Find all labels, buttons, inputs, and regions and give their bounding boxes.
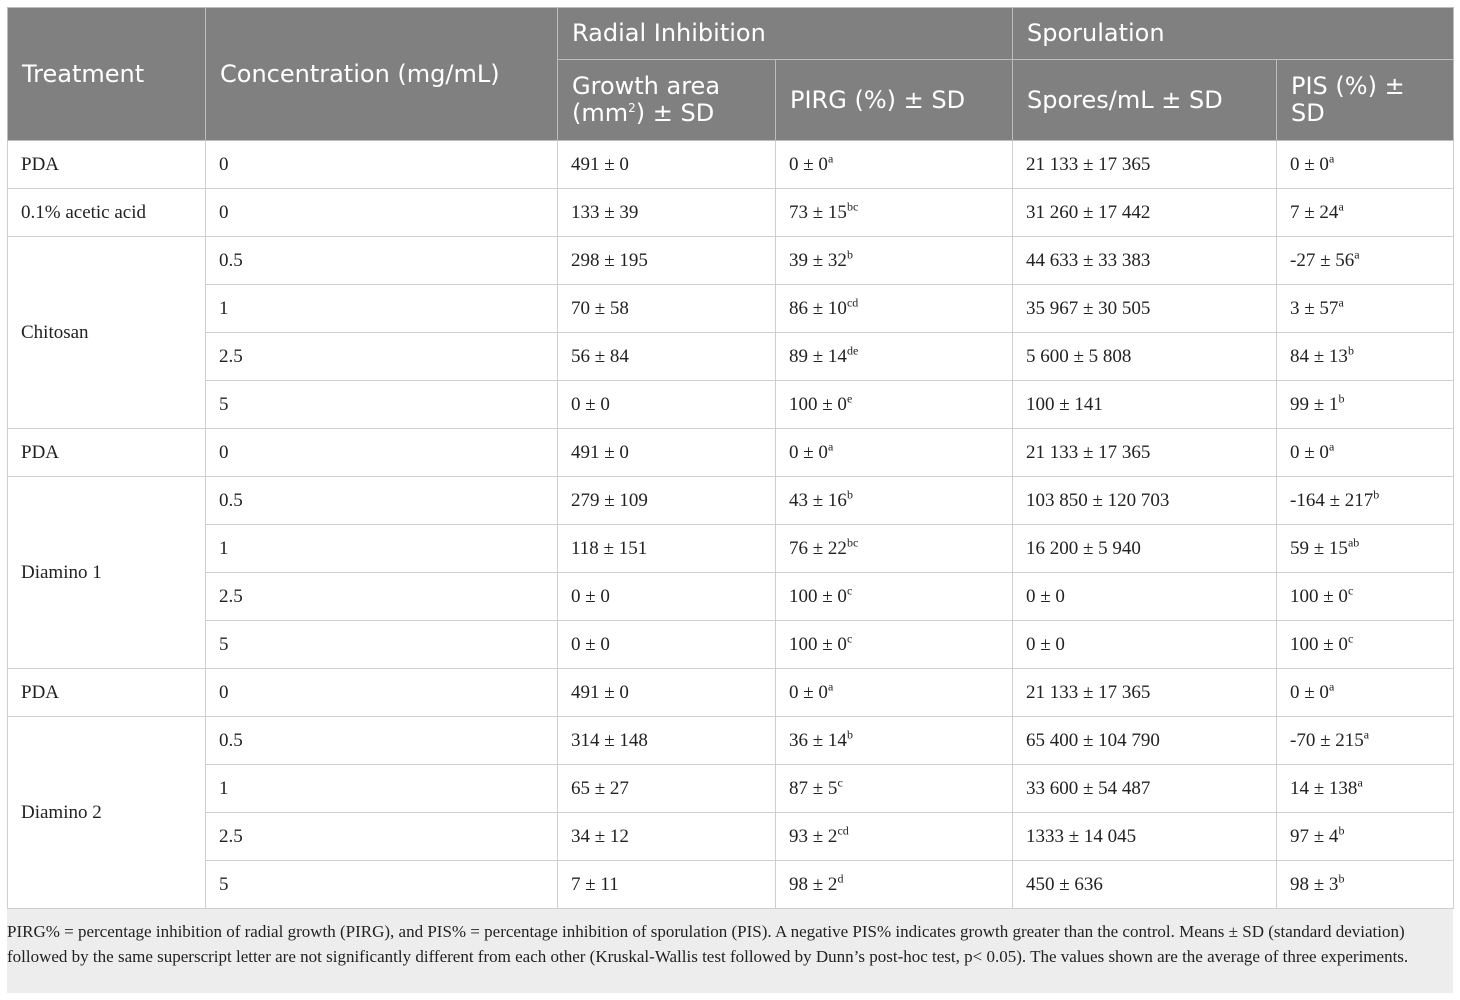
- cell-spores: [1013, 189, 1277, 237]
- cell-concentration-value: 0.5: [219, 729, 243, 751]
- cell-growth-area: [558, 573, 776, 621]
- cell-concentration: [206, 717, 558, 765]
- cell-growth-area: [558, 765, 776, 813]
- table-row: [8, 573, 1454, 621]
- cell-concentration: [206, 477, 558, 525]
- cell-spores-value: 1333 ± 14 045: [1026, 825, 1137, 847]
- cell-growth-area-value: 65 ± 27: [571, 777, 629, 799]
- cell-pirg-value: 86 ± 10: [789, 297, 847, 319]
- cell-growth-area: [558, 669, 776, 717]
- table-row: [8, 525, 1454, 573]
- cell-growth-area: [558, 717, 776, 765]
- cell-pis-value: 14 ± 138: [1290, 777, 1358, 799]
- cell-pis-value: -27 ± 56: [1290, 249, 1355, 271]
- cell-pis-superscript: b: [1347, 343, 1354, 358]
- table-row: [8, 669, 1454, 717]
- cell-growth-area: [558, 429, 776, 477]
- cell-treatment-value: PDA: [21, 441, 60, 463]
- cell-spores-value: 31 260 ± 17 442: [1026, 201, 1151, 223]
- header-treatment: Treatment: [8, 8, 206, 141]
- cell-treatment: [8, 717, 206, 909]
- cell-pis-superscript: a: [1354, 247, 1360, 262]
- cell-pis: [1277, 333, 1454, 381]
- cell-concentration-value: 0: [219, 201, 229, 223]
- cell-pirg: [776, 525, 1013, 573]
- cell-concentration-value: 1: [219, 537, 229, 559]
- cell-treatment-value: Chitosan: [21, 321, 89, 343]
- cell-spores-value: 103 850 ± 120 703: [1026, 489, 1170, 511]
- cell-pis: [1277, 861, 1454, 909]
- cell-pirg-superscript: c: [837, 775, 843, 790]
- cell-pirg-value: 0 ± 0: [789, 441, 828, 463]
- header-concentration: Concentration (mg/mL): [206, 8, 558, 141]
- cell-pirg-value: 100 ± 0: [789, 393, 847, 415]
- cell-concentration-value: 0: [219, 441, 229, 463]
- cell-growth-area-value: 34 ± 12: [571, 825, 629, 847]
- cell-pirg-superscript: bc: [846, 199, 859, 214]
- cell-pirg-superscript: b: [846, 487, 853, 502]
- cell-concentration-value: 2.5: [219, 585, 243, 607]
- cell-treatment-value: PDA: [21, 153, 60, 175]
- cell-pis-superscript: b: [1338, 871, 1345, 886]
- cell-spores: [1013, 477, 1277, 525]
- cell-growth-area: [558, 237, 776, 285]
- cell-concentration-value: 0: [219, 153, 229, 175]
- cell-pirg: [776, 477, 1013, 525]
- cell-pis: [1277, 381, 1454, 429]
- cell-pis-superscript: a: [1328, 679, 1335, 694]
- header-growth-area-sup: 2: [628, 101, 636, 115]
- cell-growth-area-value: 298 ± 195: [571, 249, 648, 271]
- cell-growth-area: [558, 141, 776, 189]
- results-table: [7, 7, 1454, 909]
- cell-pirg-superscript: b: [846, 727, 853, 742]
- cell-pirg-value: 73 ± 15: [789, 201, 847, 223]
- cell-spores: [1013, 813, 1277, 861]
- cell-pirg: [776, 189, 1013, 237]
- cell-pis: [1277, 573, 1454, 621]
- cell-pis-value: -164 ± 217: [1290, 489, 1374, 511]
- cell-concentration: [206, 381, 558, 429]
- cell-concentration: [206, 333, 558, 381]
- table-row: [8, 333, 1454, 381]
- cell-concentration: [206, 237, 558, 285]
- cell-growth-area: [558, 861, 776, 909]
- cell-spores: [1013, 717, 1277, 765]
- cell-growth-area-value: 0 ± 0: [571, 393, 610, 415]
- cell-pirg-value: 76 ± 22: [789, 537, 847, 559]
- cell-treatment-value: Diamino 2: [21, 801, 102, 823]
- cell-treatment: [8, 189, 206, 237]
- header-pirg: PIRG (%) ± SD: [776, 60, 1013, 141]
- cell-treatment: [8, 477, 206, 669]
- cell-pis-value: 59 ± 15: [1290, 537, 1348, 559]
- cell-pirg: [776, 813, 1013, 861]
- cell-pis-value: 0 ± 0: [1290, 153, 1329, 175]
- table-header: [8, 8, 1454, 141]
- cell-pis: [1277, 477, 1454, 525]
- cell-pis: [1277, 429, 1454, 477]
- cell-pirg-value: 39 ± 32: [789, 249, 847, 271]
- cell-pis-value: 3 ± 57: [1290, 297, 1339, 319]
- cell-concentration: [206, 573, 558, 621]
- cell-spores-value: 21 133 ± 17 365: [1026, 441, 1151, 463]
- cell-pis-superscript: a: [1357, 775, 1363, 790]
- cell-growth-area-value: 279 ± 109: [571, 489, 648, 511]
- cell-growth-area-value: 491 ± 0: [571, 153, 629, 175]
- cell-spores-value: 100 ± 141: [1026, 393, 1103, 415]
- table-row: [8, 813, 1454, 861]
- table-row: [8, 141, 1454, 189]
- cell-growth-area: [558, 285, 776, 333]
- cell-pirg-superscript: a: [827, 439, 834, 454]
- cell-spores-value: 65 400 ± 104 790: [1026, 729, 1160, 751]
- cell-concentration: [206, 189, 558, 237]
- cell-pirg: [776, 237, 1013, 285]
- cell-pis-superscript: a: [1328, 151, 1335, 166]
- table-row: [8, 621, 1454, 669]
- cell-pirg: [776, 429, 1013, 477]
- cell-concentration: [206, 285, 558, 333]
- table-footnote: PIRG% = percentage inhibition of radial growth (PIRG), and PIS% = percentage inhibition of sporulation (PIS). A negative PIS% indicates growth greater than the control. Means ± SD (standard deviation) followed by the same superscript letter are not significantly different from each other (Kruskal-Wallis test followed by Dunn’s post-hoc test, p< 0.05). The values shown are the average of three experiments.: [7, 922, 1409, 966]
- cell-spores: [1013, 237, 1277, 285]
- cell-pirg: [776, 141, 1013, 189]
- cell-spores: [1013, 765, 1277, 813]
- cell-spores-value: 44 633 ± 33 383: [1026, 249, 1151, 271]
- header-growth-area: [558, 60, 776, 141]
- cell-pirg-value: 87 ± 5: [789, 777, 838, 799]
- cell-pis-value: 7 ± 24: [1290, 201, 1339, 223]
- cell-pirg-superscript: a: [827, 679, 834, 694]
- cell-concentration-value: 5: [219, 393, 229, 415]
- header-growth-area-post: ) ± SD: [635, 99, 715, 127]
- cell-growth-area-value: 0 ± 0: [571, 585, 610, 607]
- cell-spores-value: 0 ± 0: [1026, 633, 1065, 655]
- cell-pis: [1277, 525, 1454, 573]
- cell-pirg-value: 36 ± 14: [789, 729, 847, 751]
- cell-pirg-superscript: bc: [846, 535, 859, 550]
- table-row: [8, 381, 1454, 429]
- cell-growth-area: [558, 381, 776, 429]
- cell-treatment: [8, 237, 206, 429]
- cell-pis: [1277, 813, 1454, 861]
- cell-growth-area: [558, 621, 776, 669]
- cell-growth-area-value: 133 ± 39: [571, 201, 639, 223]
- cell-spores-value: 35 967 ± 30 505: [1026, 297, 1151, 319]
- cell-pis-superscript: b: [1373, 487, 1380, 502]
- cell-pis: [1277, 717, 1454, 765]
- cell-pis-superscript: c: [1347, 583, 1354, 598]
- cell-concentration-value: 1: [219, 297, 229, 319]
- cell-concentration-value: 2.5: [219, 345, 243, 367]
- cell-spores: [1013, 429, 1277, 477]
- cell-pirg-value: 89 ± 14: [789, 345, 847, 367]
- table-row: [8, 477, 1454, 525]
- header-spores: Spores/mL ± SD: [1013, 60, 1277, 141]
- cell-pirg-value: 100 ± 0: [789, 585, 847, 607]
- cell-spores-value: 0 ± 0: [1026, 585, 1065, 607]
- header-sporulation: Sporulation: [1013, 8, 1454, 60]
- cell-treatment-value: PDA: [21, 681, 60, 703]
- cell-pirg: [776, 717, 1013, 765]
- cell-pirg-superscript: a: [827, 151, 834, 166]
- cell-spores: [1013, 669, 1277, 717]
- cell-pirg: [776, 333, 1013, 381]
- table-frame: [7, 7, 1453, 993]
- cell-pirg: [776, 573, 1013, 621]
- cell-pis-superscript: b: [1338, 391, 1345, 406]
- cell-pirg-superscript: c: [846, 583, 853, 598]
- cell-growth-area-value: 7 ± 11: [571, 873, 619, 895]
- header-pis: PIS (%) ± SD: [1277, 60, 1454, 141]
- cell-treatment: [8, 141, 206, 189]
- cell-spores: [1013, 141, 1277, 189]
- cell-concentration: [206, 861, 558, 909]
- cell-pirg-value: 98 ± 2: [789, 873, 838, 895]
- cell-pis-value: 84 ± 13: [1290, 345, 1348, 367]
- cell-spores: [1013, 333, 1277, 381]
- cell-concentration-value: 2.5: [219, 825, 243, 847]
- cell-pirg-superscript: cd: [846, 295, 859, 310]
- cell-pis-value: 0 ± 0: [1290, 681, 1329, 703]
- cell-pis: [1277, 189, 1454, 237]
- cell-pirg-value: 0 ± 0: [789, 153, 828, 175]
- cell-concentration: [206, 765, 558, 813]
- cell-pirg-superscript: e: [846, 391, 853, 406]
- cell-concentration-value: 5: [219, 873, 229, 895]
- cell-growth-area-value: 491 ± 0: [571, 681, 629, 703]
- cell-growth-area-value: 314 ± 148: [571, 729, 648, 751]
- cell-pirg: [776, 861, 1013, 909]
- table-row: [8, 765, 1454, 813]
- cell-concentration: [206, 525, 558, 573]
- cell-spores-value: 21 133 ± 17 365: [1026, 153, 1151, 175]
- cell-concentration-value: 0.5: [219, 489, 243, 511]
- cell-pirg: [776, 381, 1013, 429]
- cell-pirg-superscript: de: [846, 343, 859, 358]
- cell-concentration: [206, 669, 558, 717]
- cell-pis-value: 99 ± 1: [1290, 393, 1339, 415]
- cell-pis-value: 100 ± 0: [1290, 633, 1348, 655]
- cell-pis: [1277, 237, 1454, 285]
- cell-pirg-value: 0 ± 0: [789, 681, 828, 703]
- cell-concentration-value: 1: [219, 777, 229, 799]
- cell-spores-value: 450 ± 636: [1026, 873, 1103, 895]
- cell-spores: [1013, 573, 1277, 621]
- cell-pis-superscript: ab: [1347, 535, 1360, 550]
- cell-pis-superscript: c: [1347, 631, 1354, 646]
- cell-pirg-superscript: d: [837, 871, 844, 886]
- cell-pis-value: -70 ± 215: [1290, 729, 1364, 751]
- cell-pis: [1277, 765, 1454, 813]
- cell-treatment: [8, 429, 206, 477]
- cell-pis: [1277, 669, 1454, 717]
- cell-pis: [1277, 141, 1454, 189]
- cell-concentration: [206, 141, 558, 189]
- cell-pirg: [776, 621, 1013, 669]
- cell-pirg: [776, 669, 1013, 717]
- cell-concentration: [206, 621, 558, 669]
- cell-pis-superscript: b: [1338, 823, 1345, 838]
- cell-growth-area: [558, 477, 776, 525]
- cell-pis: [1277, 621, 1454, 669]
- cell-pis-value: 0 ± 0: [1290, 441, 1329, 463]
- cell-treatment: [8, 669, 206, 717]
- cell-pirg-value: 93 ± 2: [789, 825, 838, 847]
- cell-treatment-value: Diamino 1: [21, 561, 102, 583]
- table-row: [8, 189, 1454, 237]
- cell-spores-value: 5 600 ± 5 808: [1026, 345, 1132, 367]
- table-row: [8, 285, 1454, 333]
- header-radial-inhibition: Radial Inhibition: [558, 8, 1013, 60]
- cell-concentration-value: 0.5: [219, 249, 243, 271]
- cell-pis-value: 98 ± 3: [1290, 873, 1339, 895]
- cell-pirg-superscript: cd: [837, 823, 849, 838]
- cell-spores-value: 16 200 ± 5 940: [1026, 537, 1141, 559]
- cell-pis-value: 97 ± 4: [1290, 825, 1339, 847]
- cell-spores-value: 21 133 ± 17 365: [1026, 681, 1151, 703]
- cell-growth-area: [558, 333, 776, 381]
- cell-growth-area: [558, 189, 776, 237]
- table-row: [8, 717, 1454, 765]
- cell-spores: [1013, 285, 1277, 333]
- cell-pirg: [776, 765, 1013, 813]
- cell-concentration: [206, 429, 558, 477]
- cell-spores: [1013, 861, 1277, 909]
- cell-growth-area-value: 118 ± 151: [571, 537, 648, 559]
- cell-pis-value: 100 ± 0: [1290, 585, 1348, 607]
- cell-pirg: [776, 285, 1013, 333]
- cell-pirg-value: 100 ± 0: [789, 633, 847, 655]
- cell-growth-area-value: 70 ± 58: [571, 297, 629, 319]
- cell-growth-area-value: 0 ± 0: [571, 633, 610, 655]
- cell-pis-superscript: a: [1338, 295, 1344, 310]
- cell-growth-area: [558, 813, 776, 861]
- table-row: [8, 237, 1454, 285]
- table-body: [8, 141, 1454, 909]
- cell-pis-superscript: a: [1363, 727, 1370, 742]
- cell-concentration: [206, 813, 558, 861]
- cell-pirg-superscript: b: [846, 247, 853, 262]
- cell-pis: [1277, 285, 1454, 333]
- cell-treatment-value: 0.1% acetic acid: [21, 201, 147, 223]
- cell-growth-area-value: 491 ± 0: [571, 441, 629, 463]
- cell-pirg-superscript: c: [846, 631, 853, 646]
- header-growth-area-pre: Growth area (mm: [572, 72, 721, 127]
- cell-concentration-value: 0: [219, 681, 229, 703]
- cell-concentration-value: 5: [219, 633, 229, 655]
- cell-spores: [1013, 381, 1277, 429]
- cell-pis-superscript: a: [1338, 199, 1344, 214]
- cell-spores-value: 33 600 ± 54 487: [1026, 777, 1151, 799]
- cell-growth-area-value: 56 ± 84: [571, 345, 629, 367]
- table-row: [8, 861, 1454, 909]
- cell-growth-area: [558, 525, 776, 573]
- cell-spores: [1013, 621, 1277, 669]
- table-row: [8, 429, 1454, 477]
- cell-spores: [1013, 525, 1277, 573]
- cell-pis-superscript: a: [1328, 439, 1335, 454]
- cell-pirg-value: 43 ± 16: [789, 489, 847, 511]
